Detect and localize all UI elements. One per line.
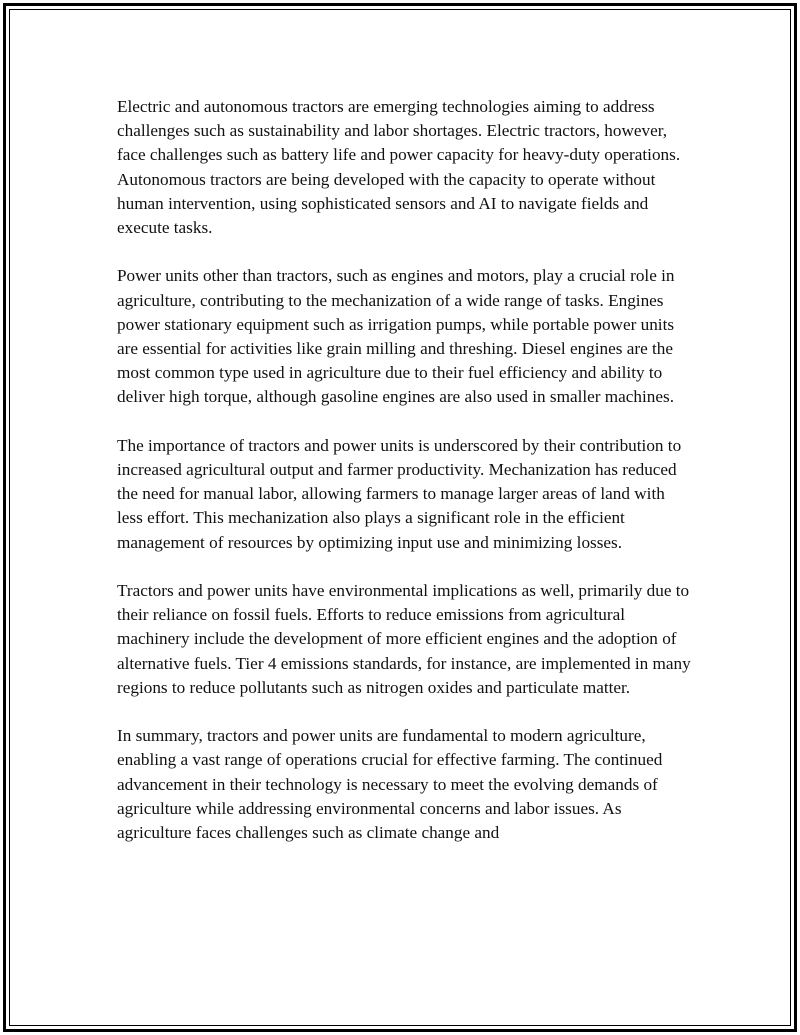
paragraph-environmental-implications: Tractors and power units have environmental implications as well, primarily due to their reliance on fossil fuels. Efforts to reduce emissions from agricultural machinery include the development of more efficient engines and the adoption of alternative fuels. Tier 4 emissions standards, for instance, are implemented in many regions to reduce pollutants such as nitrogen oxides and particulate matter. — [117, 581, 691, 697]
paragraph-importance: The importance of tractors and power units is underscored by their contribution to increased agricultural output and farmer productivity. Mechanization has reduced the need for manual labor, allowing farmers to manage larger areas of land with less effort. This mechanization also plays a significant role in the efficient management of resources by optimizing input use and minimizing losses. — [117, 435, 682, 552]
paragraph-electric-autonomous-tractors: Electric and autonomous tractors are emerging technologies aiming to address challenges such as sustainability and labor shortages. Electric tractors, however, face challenges such as battery life and power capacity for heavy-duty operations. Autonomous tractors are being developed with the capacity to operate without human intervention, using sophisticated sensors and AI to navigate fields and execute tasks. — [117, 97, 681, 238]
paragraph-summary: In summary, tractors and power units are fundamental to modern agriculture, enabling a vast range of operations crucial for effective farming. The continued advancement in their technology is necessary to meet the evolving demands of agriculture while addressing environmental concerns and labor issues. As agriculture faces challenges such as climate change and — [117, 726, 663, 843]
page-border — [3, 3, 797, 1032]
document-body — [117, 95, 692, 869]
paragraph-power-units: Power units other than tractors, such as engines and motors, play a crucial role in agriculture, contributing to the mechanization of a wide range of tasks. Engines power stationary equipment such as irrigation pumps, while portable power units are essential for activities like grain milling and threshing. Diesel engines are the most common type used in agriculture due to their fuel efficiency and ability to deliver high torque, although gasoline engines are also used in smaller machines. — [117, 266, 675, 407]
